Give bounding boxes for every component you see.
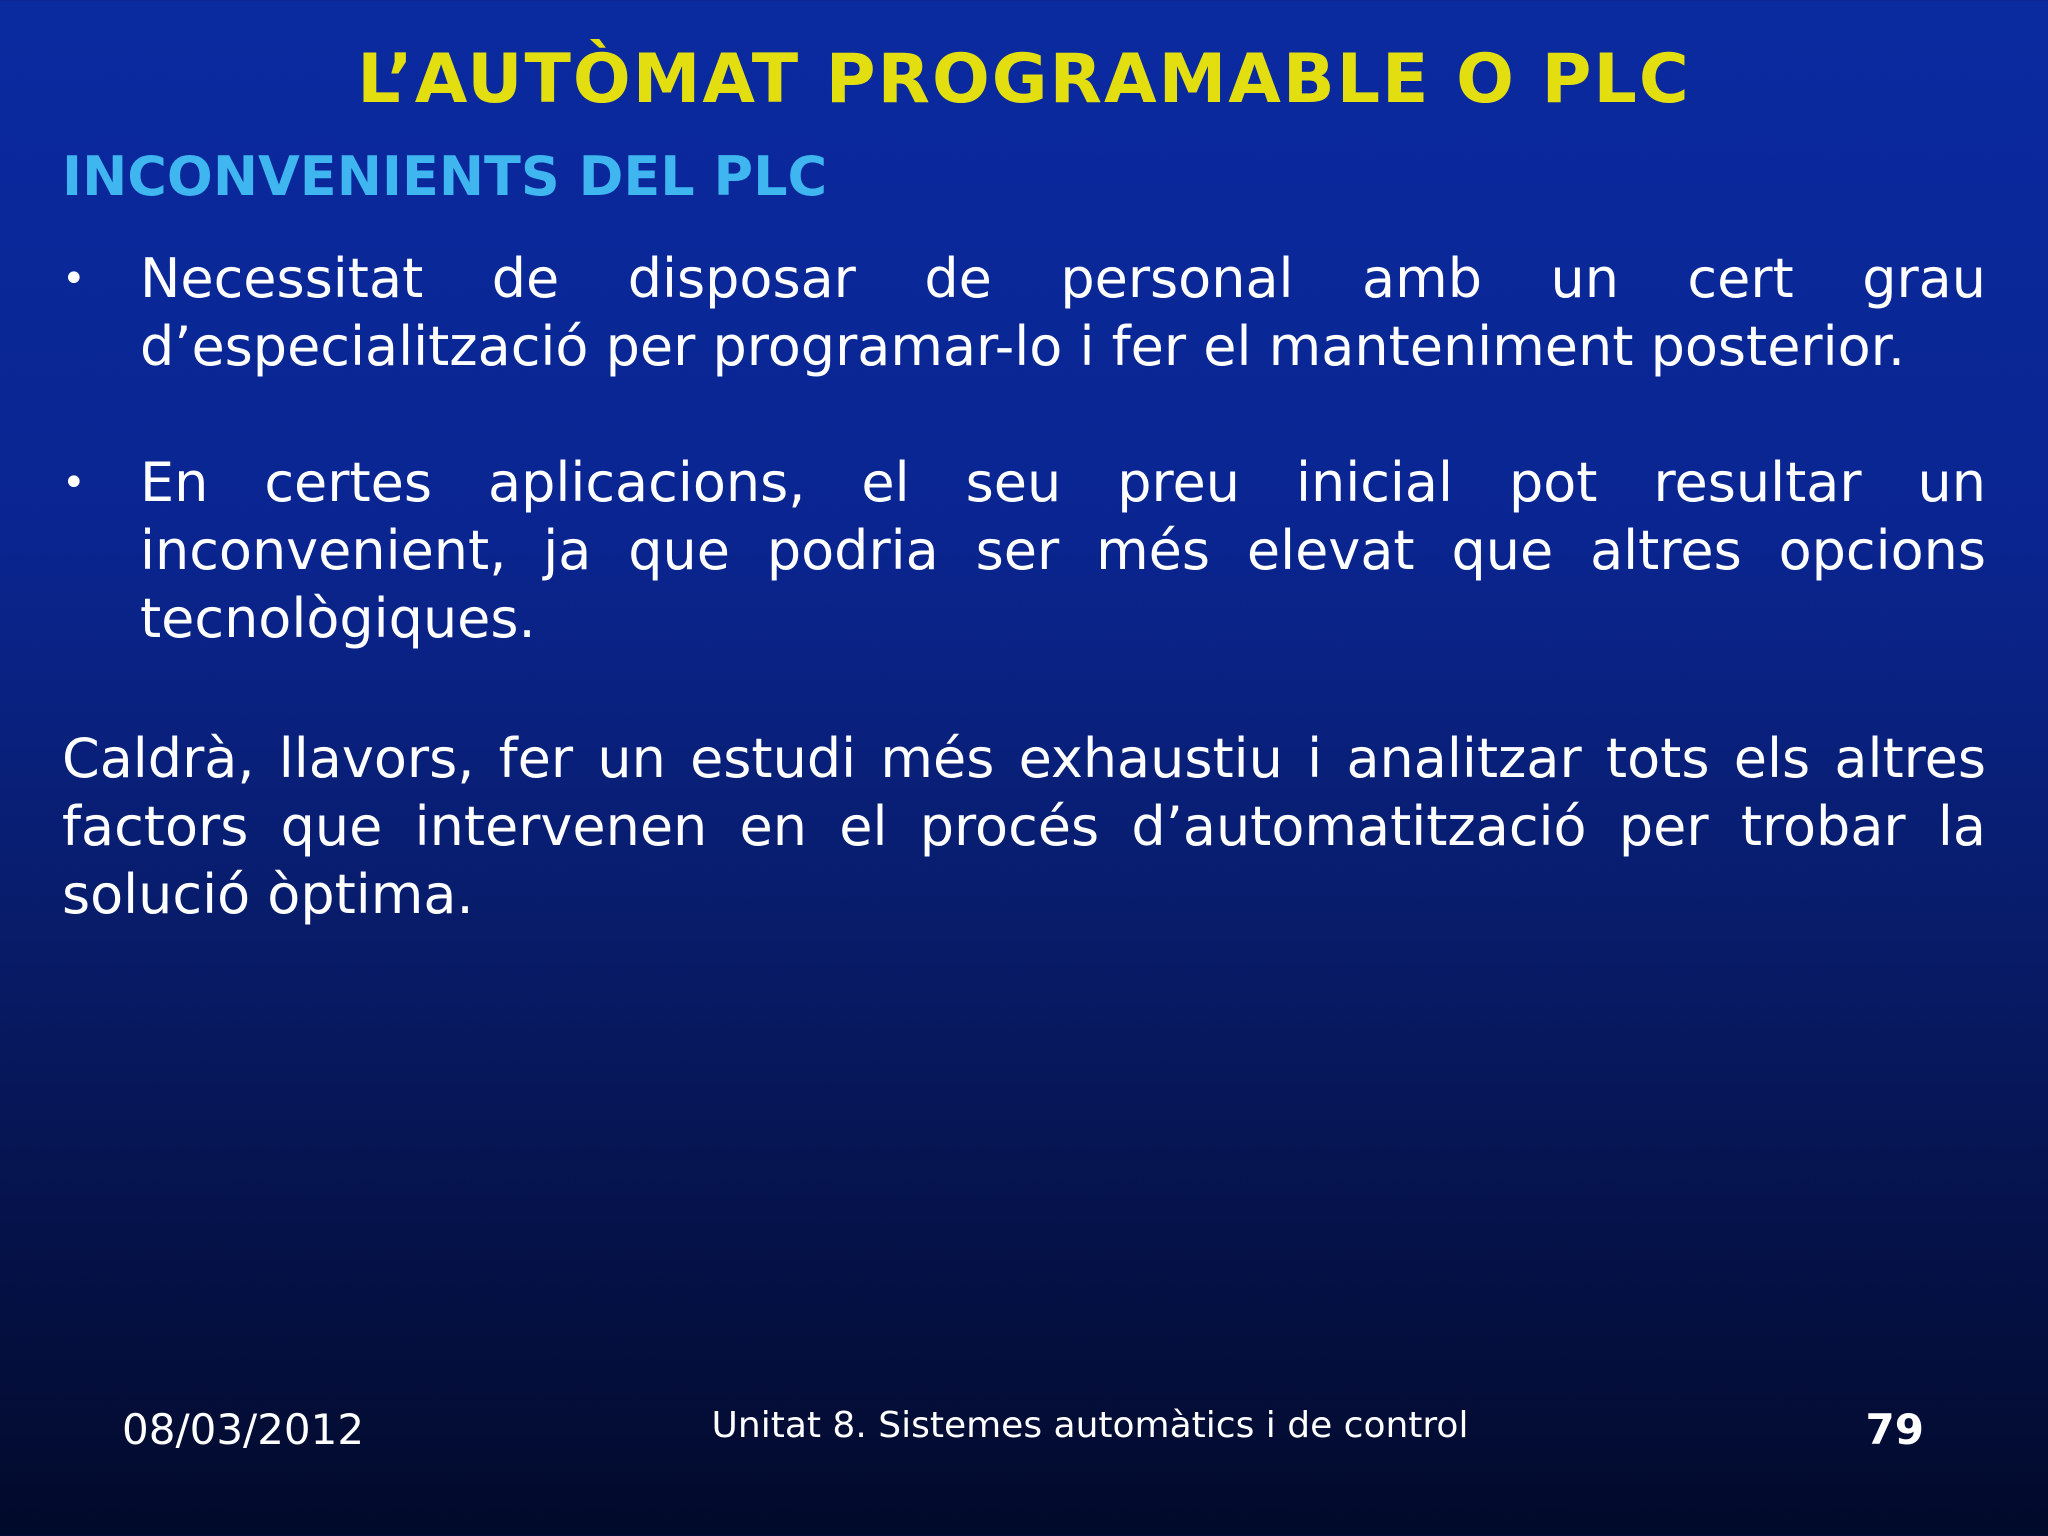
bullet-marker: •	[62, 256, 86, 302]
page-number: 79	[1865, 1405, 1924, 1454]
footer-date: 08/03/2012	[122, 1405, 365, 1454]
section-subtitle: INCONVENIENTS DEL PLC	[62, 145, 828, 208]
bullet-item	[62, 245, 1986, 381]
footer-unit-title: Unitat 8. Sistemes automàtics i de control	[711, 1405, 1469, 1446]
bullet-list	[62, 245, 1986, 721]
conclusion-paragraph: Caldrà, llavors, fer un estudi més exhaustiu i analitzar tots els altres factors que intervenen en el procés d’automatització per trobar la solució òptima.	[62, 727, 1986, 926]
bullet-text: En certes aplicacions, el seu preu inicial pot resultar un inconvenient, ja que podria ser més elevat que altres opcions tecnològiques.	[140, 451, 1986, 650]
bullet-text: Necessitat de disposar de personal amb un cert grau d’especialització per programar-lo i fer el manteniment posterior.	[140, 247, 1986, 378]
slide-title: L’AUTÒMAT PROGRAMABLE O PLC	[357, 40, 1691, 119]
bullet-marker: •	[62, 460, 86, 506]
bullet-item	[62, 449, 1986, 653]
